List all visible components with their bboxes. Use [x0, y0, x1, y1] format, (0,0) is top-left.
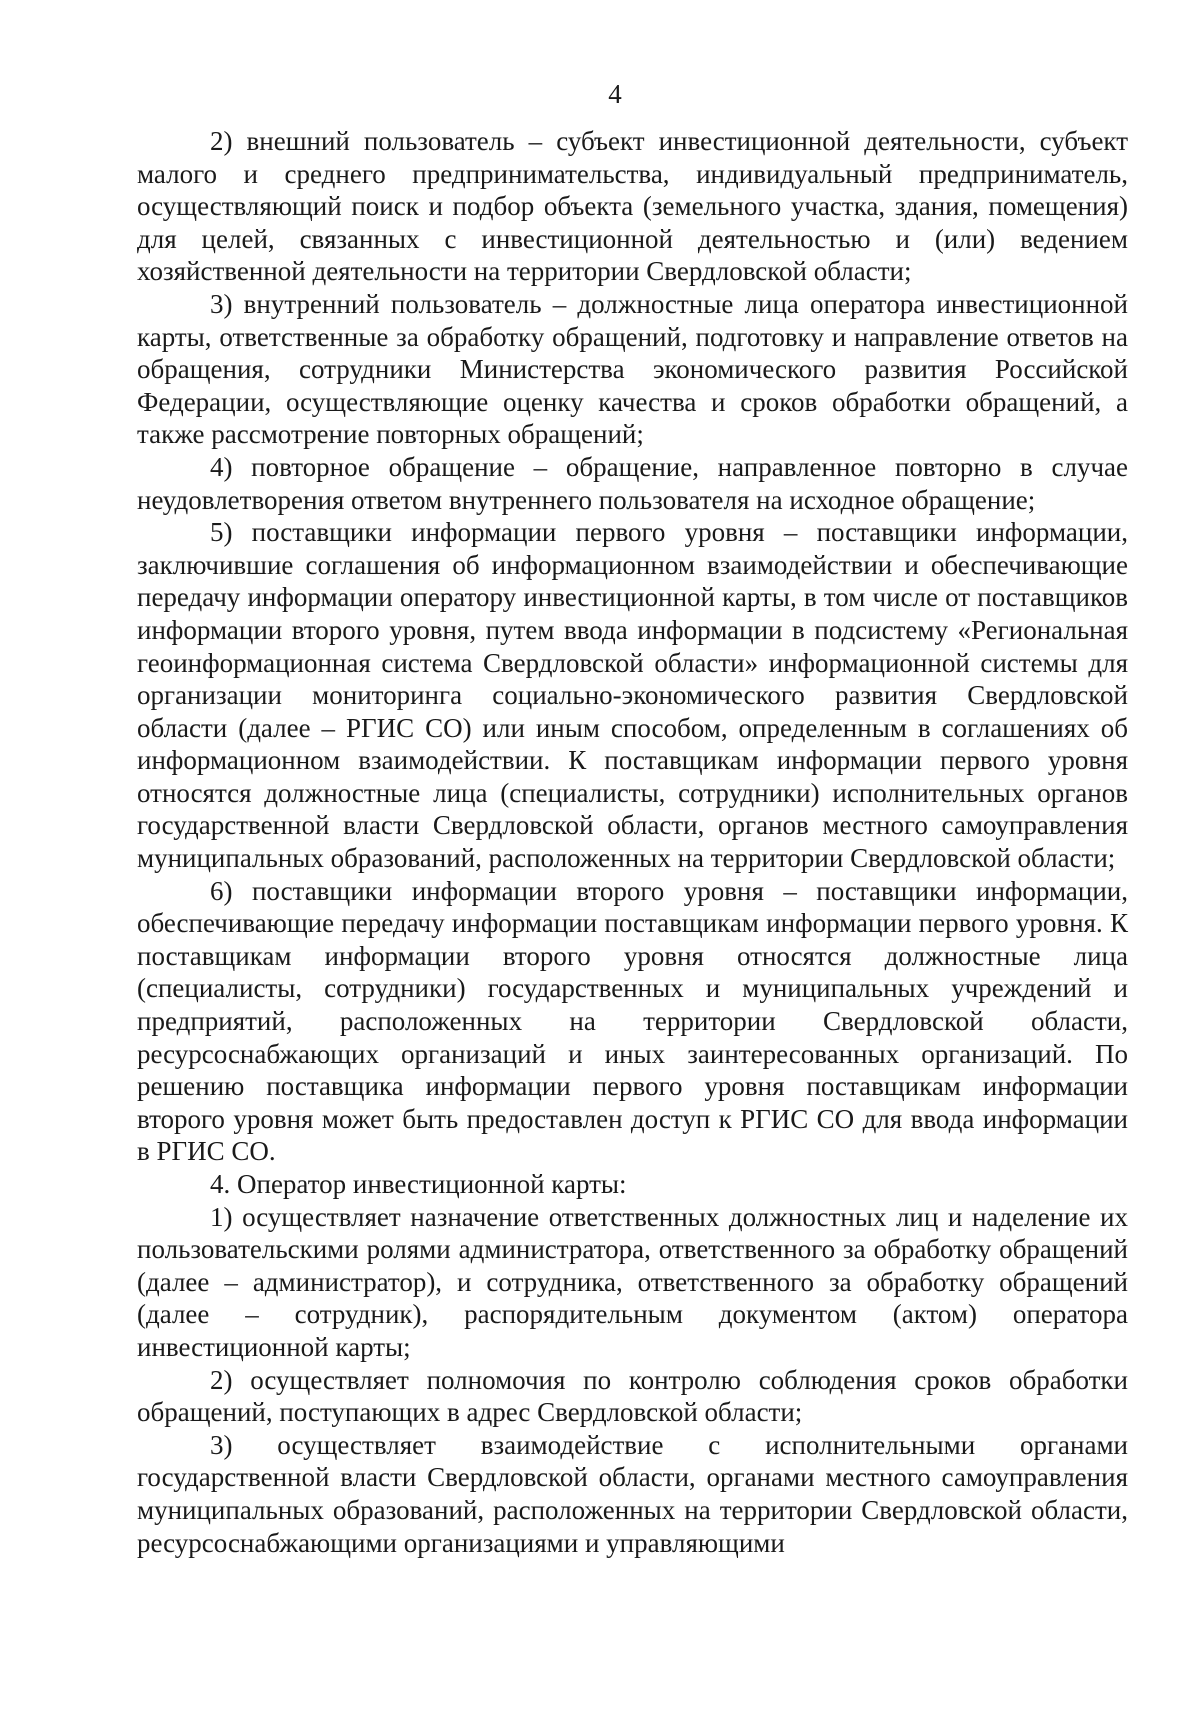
- paragraph-operator-duty-2: 2) осуществляет полномочия по контролю соблюдения сроков обработки обращений, поступающих в адрес Свердловской области;: [137, 1364, 1128, 1428]
- document-body: [137, 125, 1128, 1559]
- section-heading-operator: 4. Оператор инвестиционной карты:: [210, 1169, 627, 1199]
- paragraph-repeat-request: 4) повторное обращение – обращение, направленное повторно в случае неудовлетворения ответом внутреннего пользователя на исходное обращение;: [137, 451, 1128, 515]
- paragraph-second-level-suppliers: 6) поставщики информации второго уровня – поставщики информации, обеспечивающие передачу информации поставщикам информации первого уровня. К поставщикам информации второго уровня относятся должностные лица (специалисты, сотрудники) государственных и муниципальных учреждений и предприятий, расположенных на территории Свердловской области, ресурсоснабжающих организаций и иных заинтересованных организаций. По решению поставщика информации первого уровня поставщикам информации второго уровня может быть предоставлен доступ к РГИС СО для ввода информации в РГИС СО.: [137, 875, 1128, 1167]
- paragraph-external-user: 2) внешний пользователь – субъект инвестиционной деятельности, субъект малого и среднего предпринимательства, индивидуальный предприниматель, осуществляющий поиск и подбор объекта (земельного участка, здания, помещения) для целей, связанных с инвестиционной деятельностью и (или) ведением хозяйственной деятельности на территории Свердловской области;: [137, 126, 1128, 287]
- paragraph-operator-duty-3: 3) осуществляет взаимодействие с исполнительными органами государственной власти Свердловской области, органами местного самоуправления муниципальных образований, расположенных на территории Свердловской области, ресурсоснабжающими организациями и управляющими: [137, 1429, 1128, 1558]
- paragraph-operator-duty-1: 1) осуществляет назначение ответственных должностных лиц и наделение их пользовательскими ролями администратора, ответственного за обработку обращений (далее – администратор), и сотрудника, ответственного за обработку обращений (далее – сотрудник), распорядительным документом (актом) оператора инвестиционной карты;: [137, 1201, 1128, 1362]
- paragraph-first-level-suppliers: 5) поставщики информации первого уровня – поставщики информации, заключившие соглашения об информационном взаимодействии и обеспечивающие передачу информации оператору инвестиционной карты, в том числе от поставщиков информации второго уровня, путем ввода информации в подсистему «Региональная геоинформационная система Свердловской области» информационной системы для организации мониторинга социально-экономического развития Свердловской области (далее – РГИС СО) или иным способом, определенным в соглашениях об информационном взаимодействии. К поставщикам информации первого уровня относятся должностные лица (специалисты, сотрудники) исполнительных органов государственной власти Свердловской области, органов местного самоуправления муниципальных образований, расположенных на территории Свердловской области;: [137, 517, 1128, 874]
- paragraph-internal-user: 3) внутренний пользователь – должностные лица оператора инвестиционной карты, ответственные за обработку обращений, подготовку и направление ответов на обращения, сотрудники Министерства экономического развития Российской Федерации, осуществляющие оценку качества и сроков обработки обращений, а также рассмотрение повторных обращений;: [137, 288, 1128, 450]
- page-number: 4: [608, 79, 622, 109]
